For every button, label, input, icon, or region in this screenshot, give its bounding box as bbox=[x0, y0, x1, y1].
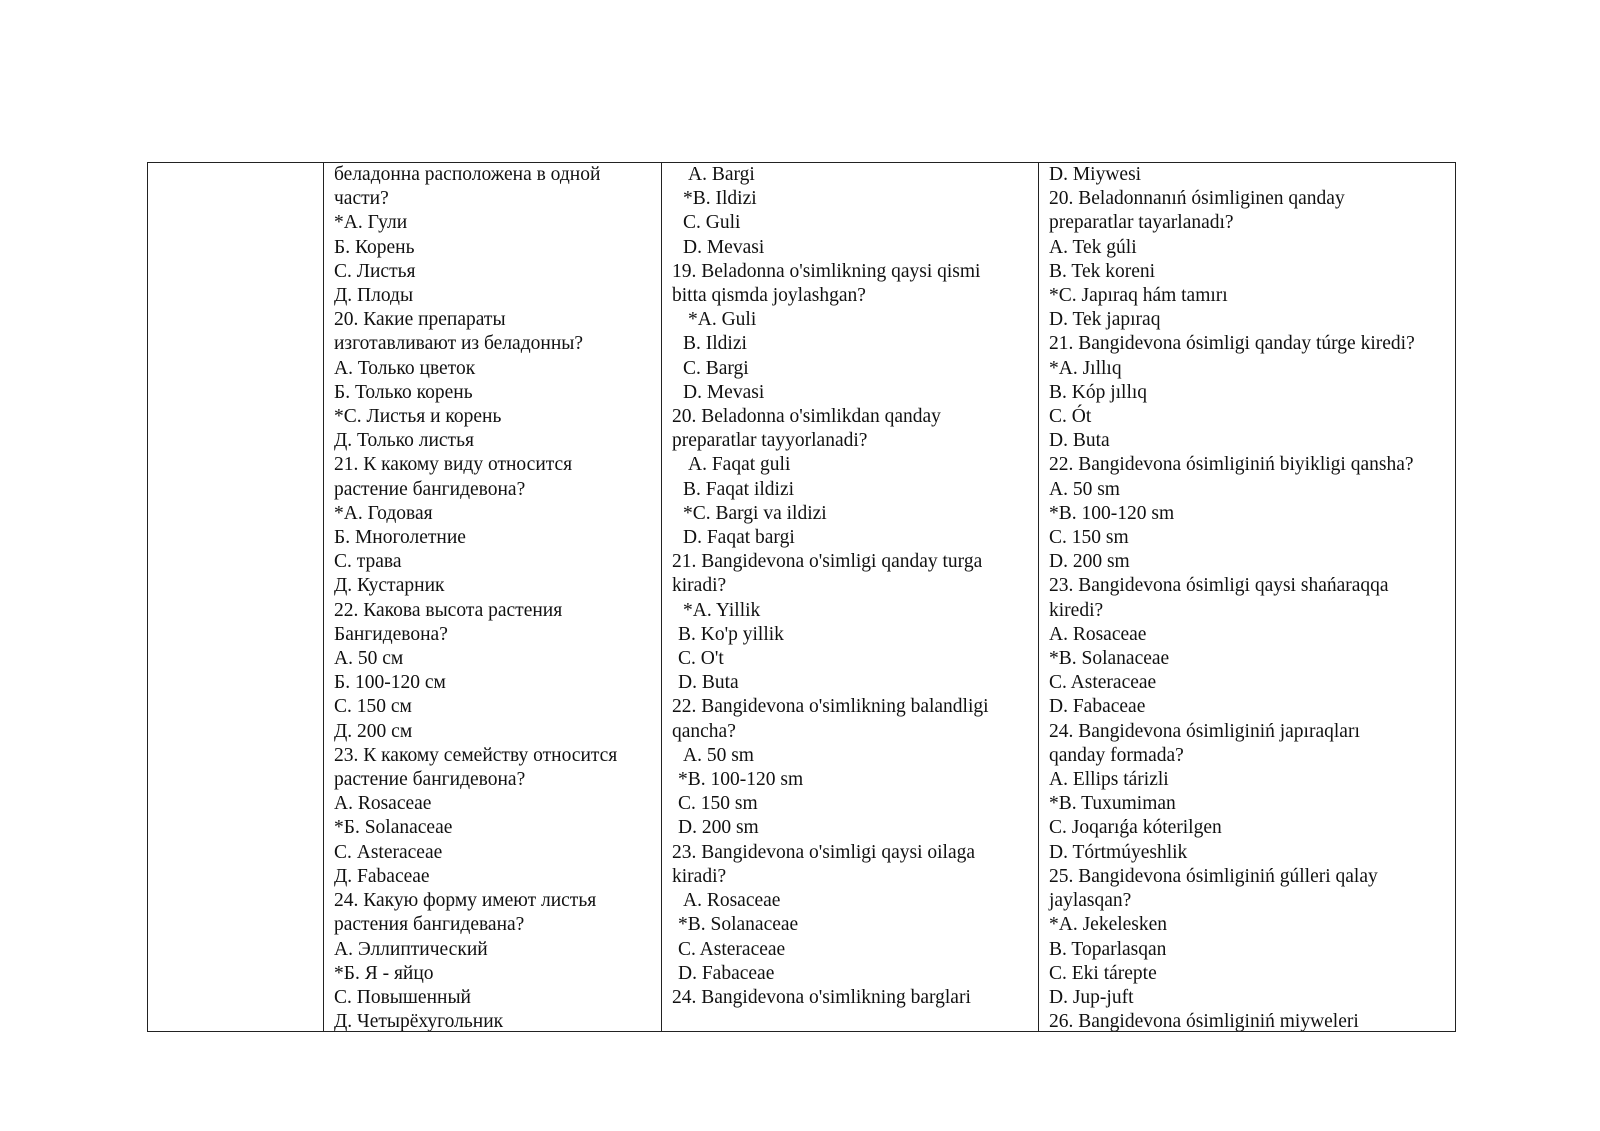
answer-option: A. Bargi bbox=[688, 164, 755, 185]
answer-option: *B. Tuxumiman bbox=[1049, 793, 1176, 815]
question-text: Бангидевона? bbox=[334, 623, 448, 645]
answer-option: *B. 100-120 sm bbox=[678, 769, 804, 791]
question-text: kiradi? bbox=[672, 865, 727, 887]
question-text: 23. К какому семейству относится bbox=[334, 744, 618, 766]
question-text: bitta qismda joylashgan? bbox=[672, 285, 866, 307]
answer-option: *A. Guli bbox=[688, 309, 757, 331]
answer-option: *C. Bargi va ildizi bbox=[683, 502, 827, 524]
question-text: 24. Какую форму имеют листья bbox=[334, 890, 597, 912]
answer-option: Д. Плоды bbox=[334, 285, 414, 307]
answer-option: A. Tek gúli bbox=[1049, 236, 1137, 258]
answer-option: С. трава bbox=[334, 551, 402, 573]
question-text: kiradi? bbox=[672, 575, 727, 597]
question-text: 26. Bangidevona ósimliginiń miyweleri bbox=[1049, 1011, 1359, 1031]
question-text: qanday formada? bbox=[1049, 744, 1184, 766]
answer-option: С. Листья bbox=[334, 260, 416, 282]
answer-option: Б. Только корень bbox=[334, 381, 473, 403]
answer-option: *B. 100-120 sm bbox=[1049, 502, 1175, 524]
answer-option: D. Fabaceae bbox=[1049, 696, 1146, 718]
question-text: 20. Beladonnanıń ósimliginen qanday bbox=[1049, 188, 1345, 210]
question-table bbox=[147, 162, 1456, 1032]
answer-option: Д. 200 см bbox=[334, 720, 413, 742]
question-text: 24. Bangidevona ósimliginiń japıraqları bbox=[1049, 720, 1360, 742]
text-line: беладонна расположена в одной bbox=[334, 164, 601, 185]
question-text: растения бангидевана? bbox=[334, 914, 525, 936]
question-text: изготавливают из беладонны? bbox=[334, 333, 584, 355]
answer-option: D. Jup-juft bbox=[1049, 986, 1134, 1008]
answer-option: С. 150 см bbox=[334, 696, 412, 718]
answer-option: *Б. Solanaceae bbox=[334, 817, 453, 839]
answer-option: C. Joqarıǵa kóterilgen bbox=[1049, 817, 1222, 839]
question-text: 22. Bangidevona o'simlikning balandligi bbox=[672, 696, 989, 718]
answer-option: C. O't bbox=[678, 648, 724, 670]
answer-option: D. Buta bbox=[1049, 430, 1110, 452]
question-text: qancha? bbox=[672, 720, 736, 742]
answer-option: D. Mevasi bbox=[683, 236, 765, 258]
answer-option: *B. Solanaceae bbox=[1049, 648, 1170, 670]
answer-option: С. Повышенный bbox=[334, 986, 471, 1008]
uzbek-column bbox=[661, 163, 1038, 1031]
question-text: 20. Beladonna o'simlikdan qanday bbox=[672, 406, 941, 428]
question-text: 21. Bangidevona ósimligi qanday túrge kiredi? bbox=[1049, 333, 1415, 355]
answer-option: *С. Листья и корень bbox=[334, 406, 502, 428]
answer-option: D. 200 sm bbox=[1049, 551, 1130, 573]
answer-option: *A. Jıllıq bbox=[1049, 357, 1122, 379]
answer-option: D. Mevasi bbox=[683, 381, 765, 403]
answer-option: *B. Ildizi bbox=[683, 188, 757, 210]
answer-option: А. 50 см bbox=[334, 648, 404, 670]
answer-option: Б. Корень bbox=[334, 236, 415, 258]
empty-column bbox=[148, 163, 323, 1031]
answer-option: C. Eki tárepte bbox=[1049, 962, 1157, 984]
question-text: 20. Какие препараты bbox=[334, 309, 506, 331]
answer-option: A. 50 sm bbox=[683, 744, 754, 766]
answer-option: C. 150 sm bbox=[678, 793, 758, 815]
text-line: части? bbox=[334, 188, 389, 210]
answer-option: B. Kóp jıllıq bbox=[1049, 381, 1148, 403]
question-text: preparatlar tayarlanadı? bbox=[1049, 212, 1234, 234]
answer-option: Д. Только листья bbox=[334, 430, 474, 452]
question-text: 22. Bangidevona ósimliginiń biyikligi qansha? bbox=[1049, 454, 1414, 476]
answer-option: A. Ellips tárizli bbox=[1049, 769, 1169, 791]
answer-option: *Б. Я - яйцо bbox=[334, 962, 434, 984]
answer-option: D. Fabaceae bbox=[678, 962, 775, 984]
answer-option: A. Rosaceae bbox=[683, 890, 781, 912]
answer-option: Д. Четырёхугольник bbox=[334, 1011, 504, 1031]
question-text: 21. Bangidevona o'simligi qanday turga bbox=[672, 551, 983, 573]
answer-option: B. Tek koreni bbox=[1049, 260, 1156, 282]
answer-option: C. Asteraceae bbox=[1049, 672, 1157, 694]
question-text: 23. Bangidevona o'simligi qaysi oilaga bbox=[672, 841, 976, 863]
answer-option: B. Ko'p yillik bbox=[678, 623, 784, 645]
question-text: jaylasqan? bbox=[1049, 890, 1132, 912]
answer-option: *А. Годовая bbox=[334, 502, 433, 524]
question-text: kiredi? bbox=[1049, 599, 1104, 621]
answer-option: C. 150 sm bbox=[1049, 527, 1129, 549]
answer-option: C. Ót bbox=[1049, 406, 1092, 428]
question-text: 19. Beladonna o'simlikning qaysi qismi bbox=[672, 260, 981, 282]
answer-option: *C. Japıraq hám tamırı bbox=[1049, 285, 1228, 307]
answer-option: С. Asteraceae bbox=[334, 841, 443, 863]
answer-option: B. Ildizi bbox=[683, 333, 747, 355]
question-text: 23. Bangidevona ósimligi qaysi shańaraqqa bbox=[1049, 575, 1389, 597]
answer-option: А. Rosaceae bbox=[334, 793, 432, 815]
answer-option: A. 50 sm bbox=[1049, 478, 1120, 500]
answer-option: A. Rosaceae bbox=[1049, 623, 1147, 645]
answer-option: А. Только цветок bbox=[334, 357, 476, 379]
question-text: 21. К какому виду относится bbox=[334, 454, 573, 476]
answer-option: C. Bargi bbox=[683, 357, 749, 379]
answer-option: *A. Jekelesken bbox=[1049, 914, 1168, 936]
answer-option: *A. Yillik bbox=[683, 599, 761, 621]
answer-option: B. Faqat ildizi bbox=[683, 478, 795, 500]
question-text: 24. Bangidevona o'simlikning barglari bbox=[672, 986, 971, 1008]
russian-column bbox=[323, 163, 661, 1031]
answer-option: D. Tórtmúyeshlik bbox=[1049, 841, 1188, 863]
answer-option: D. 200 sm bbox=[678, 817, 759, 839]
answer-option: C. Guli bbox=[683, 212, 741, 234]
answer-option: D. Miywesi bbox=[1049, 164, 1142, 185]
question-text: 22. Какова высота растения bbox=[334, 599, 563, 621]
answer-option: B. Toparlasqan bbox=[1049, 938, 1167, 960]
question-text: растение бангидевона? bbox=[334, 769, 526, 791]
answer-option: Б. 100-120 см bbox=[334, 672, 446, 694]
answer-option: *B. Solanaceae bbox=[678, 914, 799, 936]
answer-option: Д. Кустарник bbox=[334, 575, 445, 597]
question-text: preparatlar tayyorlanadi? bbox=[672, 430, 868, 452]
answer-option: D. Buta bbox=[678, 672, 739, 694]
answer-option: D. Tek japıraq bbox=[1049, 309, 1161, 331]
answer-option: C. Asteraceae bbox=[678, 938, 786, 960]
answer-option: Б. Многолетние bbox=[334, 527, 466, 549]
answer-option: А. Эллиптический bbox=[334, 938, 488, 960]
karakalpak-column bbox=[1038, 163, 1455, 1031]
answer-option: *А. Гули bbox=[334, 212, 408, 234]
question-text: 25. Bangidevona ósimliginiń gúlleri qalay bbox=[1049, 865, 1378, 887]
answer-option: Д. Fabaceae bbox=[334, 865, 430, 887]
answer-option: A. Faqat guli bbox=[688, 454, 791, 476]
question-text: растение бангидевона? bbox=[334, 478, 526, 500]
answer-option: D. Faqat bargi bbox=[683, 527, 795, 549]
